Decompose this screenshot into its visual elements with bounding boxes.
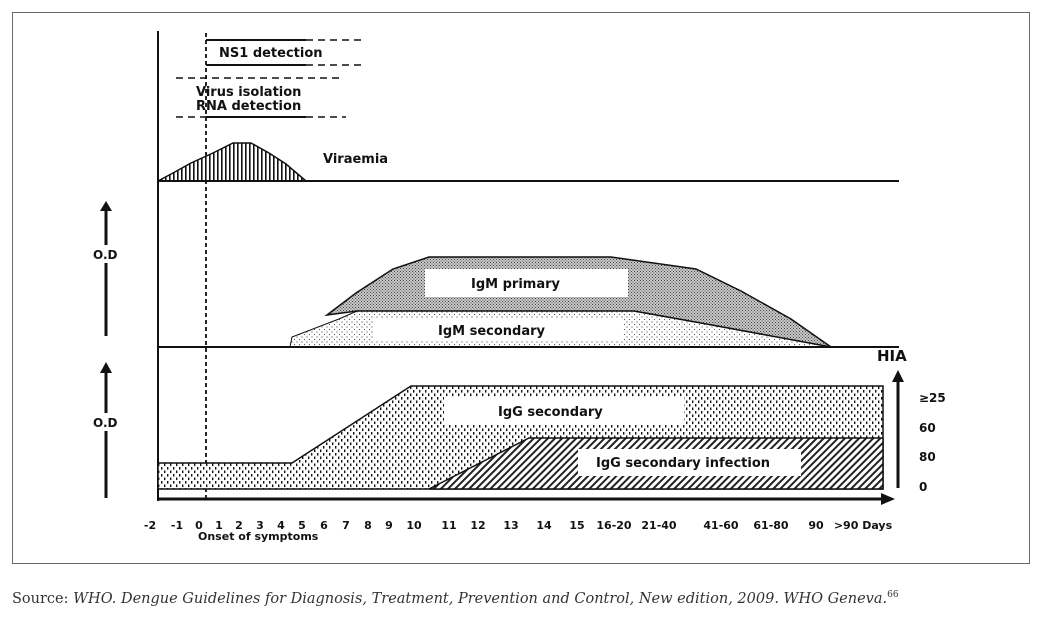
hia-tick-label: 60 (919, 421, 936, 435)
virus-isolation-label: Virus isolation (196, 85, 302, 100)
x-tick-label: 4 (277, 519, 285, 532)
x-tick-label: 5 (298, 519, 306, 532)
od-top-arrowhead (100, 201, 112, 211)
x-tick-label: 7 (342, 519, 350, 532)
rna-detection-label: RNA detection (196, 99, 302, 114)
hia-arrowhead (892, 370, 904, 382)
x-axis-arrowhead (881, 493, 895, 505)
od-bottom-label: O.D (93, 416, 118, 430)
hia-tick-label: 0 (919, 480, 928, 494)
x-tick-label: 11 (441, 519, 457, 532)
x-tick-label: 10 (406, 519, 422, 532)
viraemia-label: Viraemia (323, 152, 389, 167)
x-tick-label: 15 (569, 519, 585, 532)
hia-tick-label: ≥25 (919, 391, 946, 405)
igg-secondary-label: IgG secondary (498, 405, 603, 420)
x-tick-label: 3 (256, 519, 264, 532)
dengue-diagnostics-diagram (13, 13, 1029, 563)
hia-label: HIA (877, 347, 907, 365)
x-tick-label: 41-60 (703, 519, 739, 532)
x-tick-label: 1 (215, 519, 223, 532)
x-tick-label: 9 (385, 519, 393, 532)
hia-tick-label: 80 (919, 450, 936, 464)
ns1-label: NS1 detection (219, 46, 323, 61)
od-bottom-arrowhead (100, 362, 112, 373)
x-tick-label: 6 (320, 519, 328, 532)
caption-prefix: Source: (12, 590, 74, 607)
hia-tick-labels (919, 391, 946, 494)
source-caption (12, 590, 899, 607)
od-top-label: O.D (93, 248, 118, 262)
igm-primary-label: IgM primary (471, 277, 560, 292)
x-tick-label: -1 (170, 519, 184, 532)
igm-secondary-label: IgM secondary (438, 324, 546, 339)
x-tick-label: 0 (195, 519, 203, 532)
x-tick-label: 14 (536, 519, 552, 532)
caption-ref: 66 (887, 590, 899, 600)
x-tick-label: 61-80 (753, 519, 789, 532)
x-tick-label: 16-20 (596, 519, 632, 532)
caption-text: WHO. Dengue Guidelines for Diagnosis, Treatment, Prevention and Control, New edition, 2009. WHO Geneva. (73, 590, 888, 607)
x-tick-label: 2 (235, 519, 243, 532)
figure-frame (12, 12, 1030, 564)
x-tick-label: -2 (143, 519, 157, 532)
onset-label: Onset of symptoms (198, 530, 319, 543)
x-tick-label: 13 (503, 519, 519, 532)
x-tick-label: 90 (808, 519, 824, 532)
x-tick-label: 12 (470, 519, 486, 532)
viraemia-curve (158, 143, 306, 181)
igg-secondary-infection-label: IgG secondary infection (596, 456, 771, 471)
x-tick-label: 8 (364, 519, 372, 532)
x-tick-label: 21-40 (641, 519, 677, 532)
x-tick-label: >90 Days (833, 519, 893, 532)
